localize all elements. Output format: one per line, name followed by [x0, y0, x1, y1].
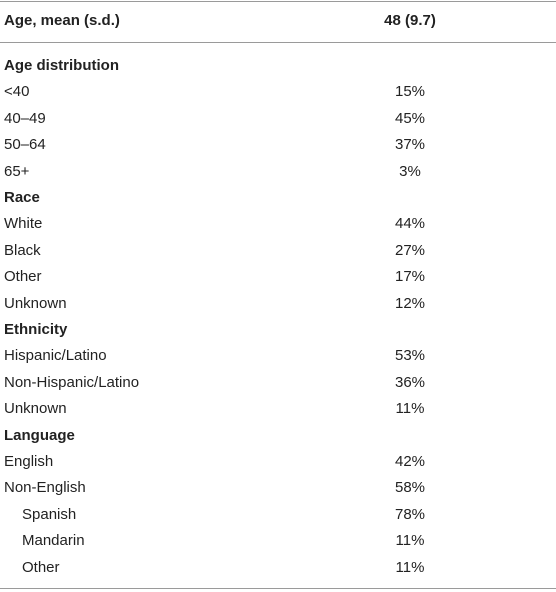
table-row — [0, 449, 556, 475]
table-row — [0, 211, 556, 237]
header-value: 48 (9.7) — [384, 12, 436, 29]
row-value: 27% — [394, 241, 426, 259]
row-value: 15% — [394, 83, 426, 101]
row-value: 11% — [395, 532, 425, 550]
row-value: 3% — [399, 162, 421, 180]
table-row — [0, 291, 556, 317]
table-header-rule — [0, 42, 556, 43]
row-label: Mandarin — [22, 532, 85, 550]
row-value: 17% — [394, 268, 426, 286]
table-row — [0, 106, 556, 132]
row-value: 37% — [394, 136, 426, 154]
row-value: 11% — [395, 400, 425, 418]
row-value: 78% — [394, 505, 426, 523]
table-row — [0, 79, 556, 105]
row-value: 12% — [394, 294, 426, 312]
row-label: Non-English — [4, 479, 86, 497]
row-label: Black — [4, 241, 41, 259]
table-row — [0, 475, 556, 501]
row-label: Unknown — [4, 294, 67, 312]
row-label: 65+ — [4, 162, 30, 180]
table-row — [0, 396, 556, 422]
section-heading: Ethnicity — [4, 321, 68, 338]
row-value: 36% — [394, 373, 426, 391]
section-row — [0, 317, 556, 343]
row-label: Non-Hispanic/Latino — [4, 373, 140, 391]
row-label: Spanish — [22, 505, 77, 523]
table-row — [0, 528, 556, 554]
row-value: 58% — [394, 479, 426, 497]
section-heading: Race — [4, 189, 40, 206]
table-top-rule — [0, 1, 556, 2]
row-label: 40–49 — [4, 109, 46, 127]
table-row — [0, 555, 556, 581]
table-row — [0, 343, 556, 369]
table-row — [0, 370, 556, 396]
section-row — [0, 423, 556, 449]
table-row — [0, 264, 556, 290]
row-label: Other — [22, 558, 60, 576]
table-header-row — [0, 8, 556, 34]
table-row — [0, 132, 556, 158]
table-row — [0, 159, 556, 185]
row-label: 50–64 — [4, 136, 46, 154]
section-heading: Language — [4, 426, 75, 444]
row-label: Other — [4, 268, 42, 286]
table-bottom-rule — [0, 588, 556, 589]
section-row — [0, 185, 556, 211]
row-label: Hispanic/Latino — [4, 347, 107, 365]
row-value: 44% — [394, 215, 426, 233]
section-row — [0, 53, 556, 79]
row-label: Unknown — [4, 400, 67, 418]
table-row — [0, 502, 556, 528]
row-label: White — [4, 215, 43, 233]
row-value: 42% — [394, 453, 426, 470]
row-label: <40 — [4, 83, 30, 101]
row-label: English — [4, 453, 54, 470]
section-heading: Age distribution — [4, 57, 119, 74]
row-value: 11% — [395, 558, 425, 576]
row-value: 53% — [394, 347, 426, 365]
table-row — [0, 238, 556, 264]
row-value: 45% — [394, 109, 426, 127]
header-label: Age, mean (s.d.) — [4, 12, 120, 29]
